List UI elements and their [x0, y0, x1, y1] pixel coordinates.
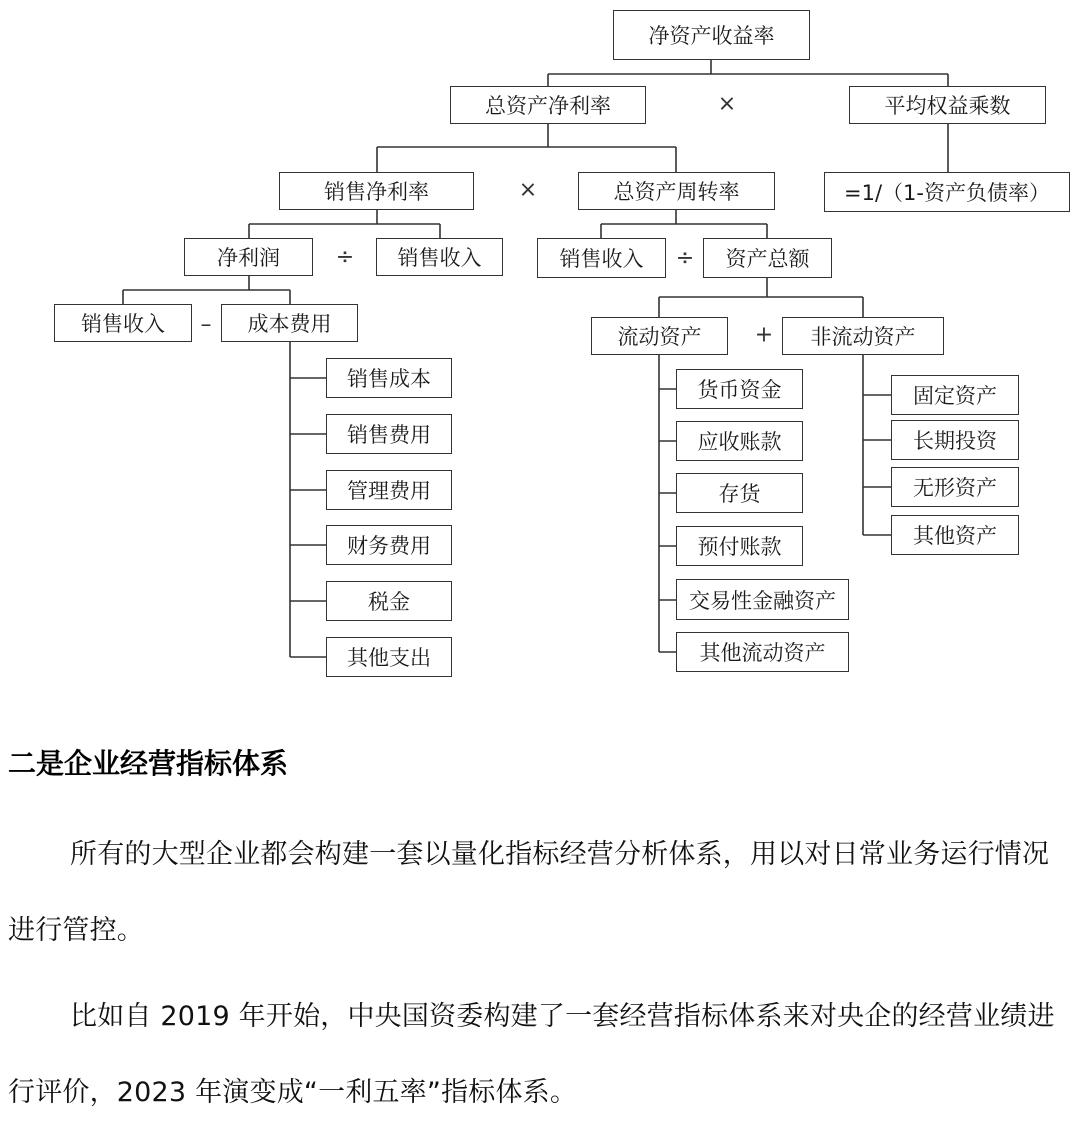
- asset-turnover-box: 总资产周转率: [578, 172, 775, 210]
- sales-revenue-box: 销售收入: [54, 304, 192, 342]
- multiply-operator: ×: [518, 177, 538, 203]
- sales-revenue-box: 销售收入: [537, 238, 666, 278]
- net-profit-box: 净利润: [184, 238, 313, 276]
- cost-item-box: 税金: [326, 581, 452, 621]
- equity-multiplier-formula-box: =1/（1-资产负债率）: [824, 172, 1070, 212]
- total-assets-box: 资产总额: [703, 238, 832, 278]
- roa-box: 总资产净利率: [450, 86, 646, 124]
- non-current-asset-item-box: 长期投资: [891, 420, 1019, 460]
- non-current-assets-box: 非流动资产: [782, 317, 944, 355]
- cost-item-box: 财务费用: [326, 525, 452, 565]
- equity-multiplier-box: 平均权益乘数: [849, 86, 1046, 124]
- current-assets-box: 流动资产: [591, 317, 728, 355]
- current-asset-item-box: 货币资金: [676, 369, 803, 409]
- net-profit-margin-box: 销售净利率: [279, 172, 474, 210]
- section-heading: 二是企业经营指标体系: [8, 747, 289, 780]
- current-asset-item-box: 交易性金融资产: [676, 579, 849, 620]
- sales-revenue-box: 销售收入: [376, 238, 503, 276]
- non-current-asset-item-box: 无形资产: [891, 467, 1019, 507]
- divide-operator: ÷: [675, 245, 695, 271]
- cost-item-box: 管理费用: [326, 470, 452, 510]
- cost-item-box: 销售成本: [326, 358, 452, 398]
- divide-operator: ÷: [335, 244, 355, 270]
- paragraph: 比如自 2019 年开始，中央国资委构建了一套经营指标体系来对央企的经营业绩进行评价，2023 年演变成“一利五率”指标体系。: [8, 1001, 1055, 1108]
- current-asset-item-box: 应收账款: [676, 421, 803, 461]
- cost-expense-box: 成本费用: [221, 304, 358, 342]
- current-asset-item-box: 存货: [676, 473, 803, 513]
- roe-box: 净资产收益率: [613, 10, 810, 60]
- multiply-operator: ×: [717, 91, 737, 117]
- cost-item-box: 其他支出: [326, 637, 452, 677]
- cost-item-box: 销售费用: [326, 414, 452, 454]
- current-asset-item-box: 预付账款: [676, 526, 803, 566]
- non-current-asset-item-box: 固定资产: [891, 375, 1019, 415]
- plus-operator: +: [754, 322, 774, 348]
- non-current-asset-item-box: 其他资产: [891, 515, 1019, 555]
- minus-operator: –: [200, 312, 212, 338]
- paragraph: 所有的大型企业都会构建一套以量化指标经营分析体系，用以对日常业务运行情况进行管控。: [8, 839, 1050, 946]
- current-asset-item-box: 其他流动资产: [676, 632, 849, 672]
